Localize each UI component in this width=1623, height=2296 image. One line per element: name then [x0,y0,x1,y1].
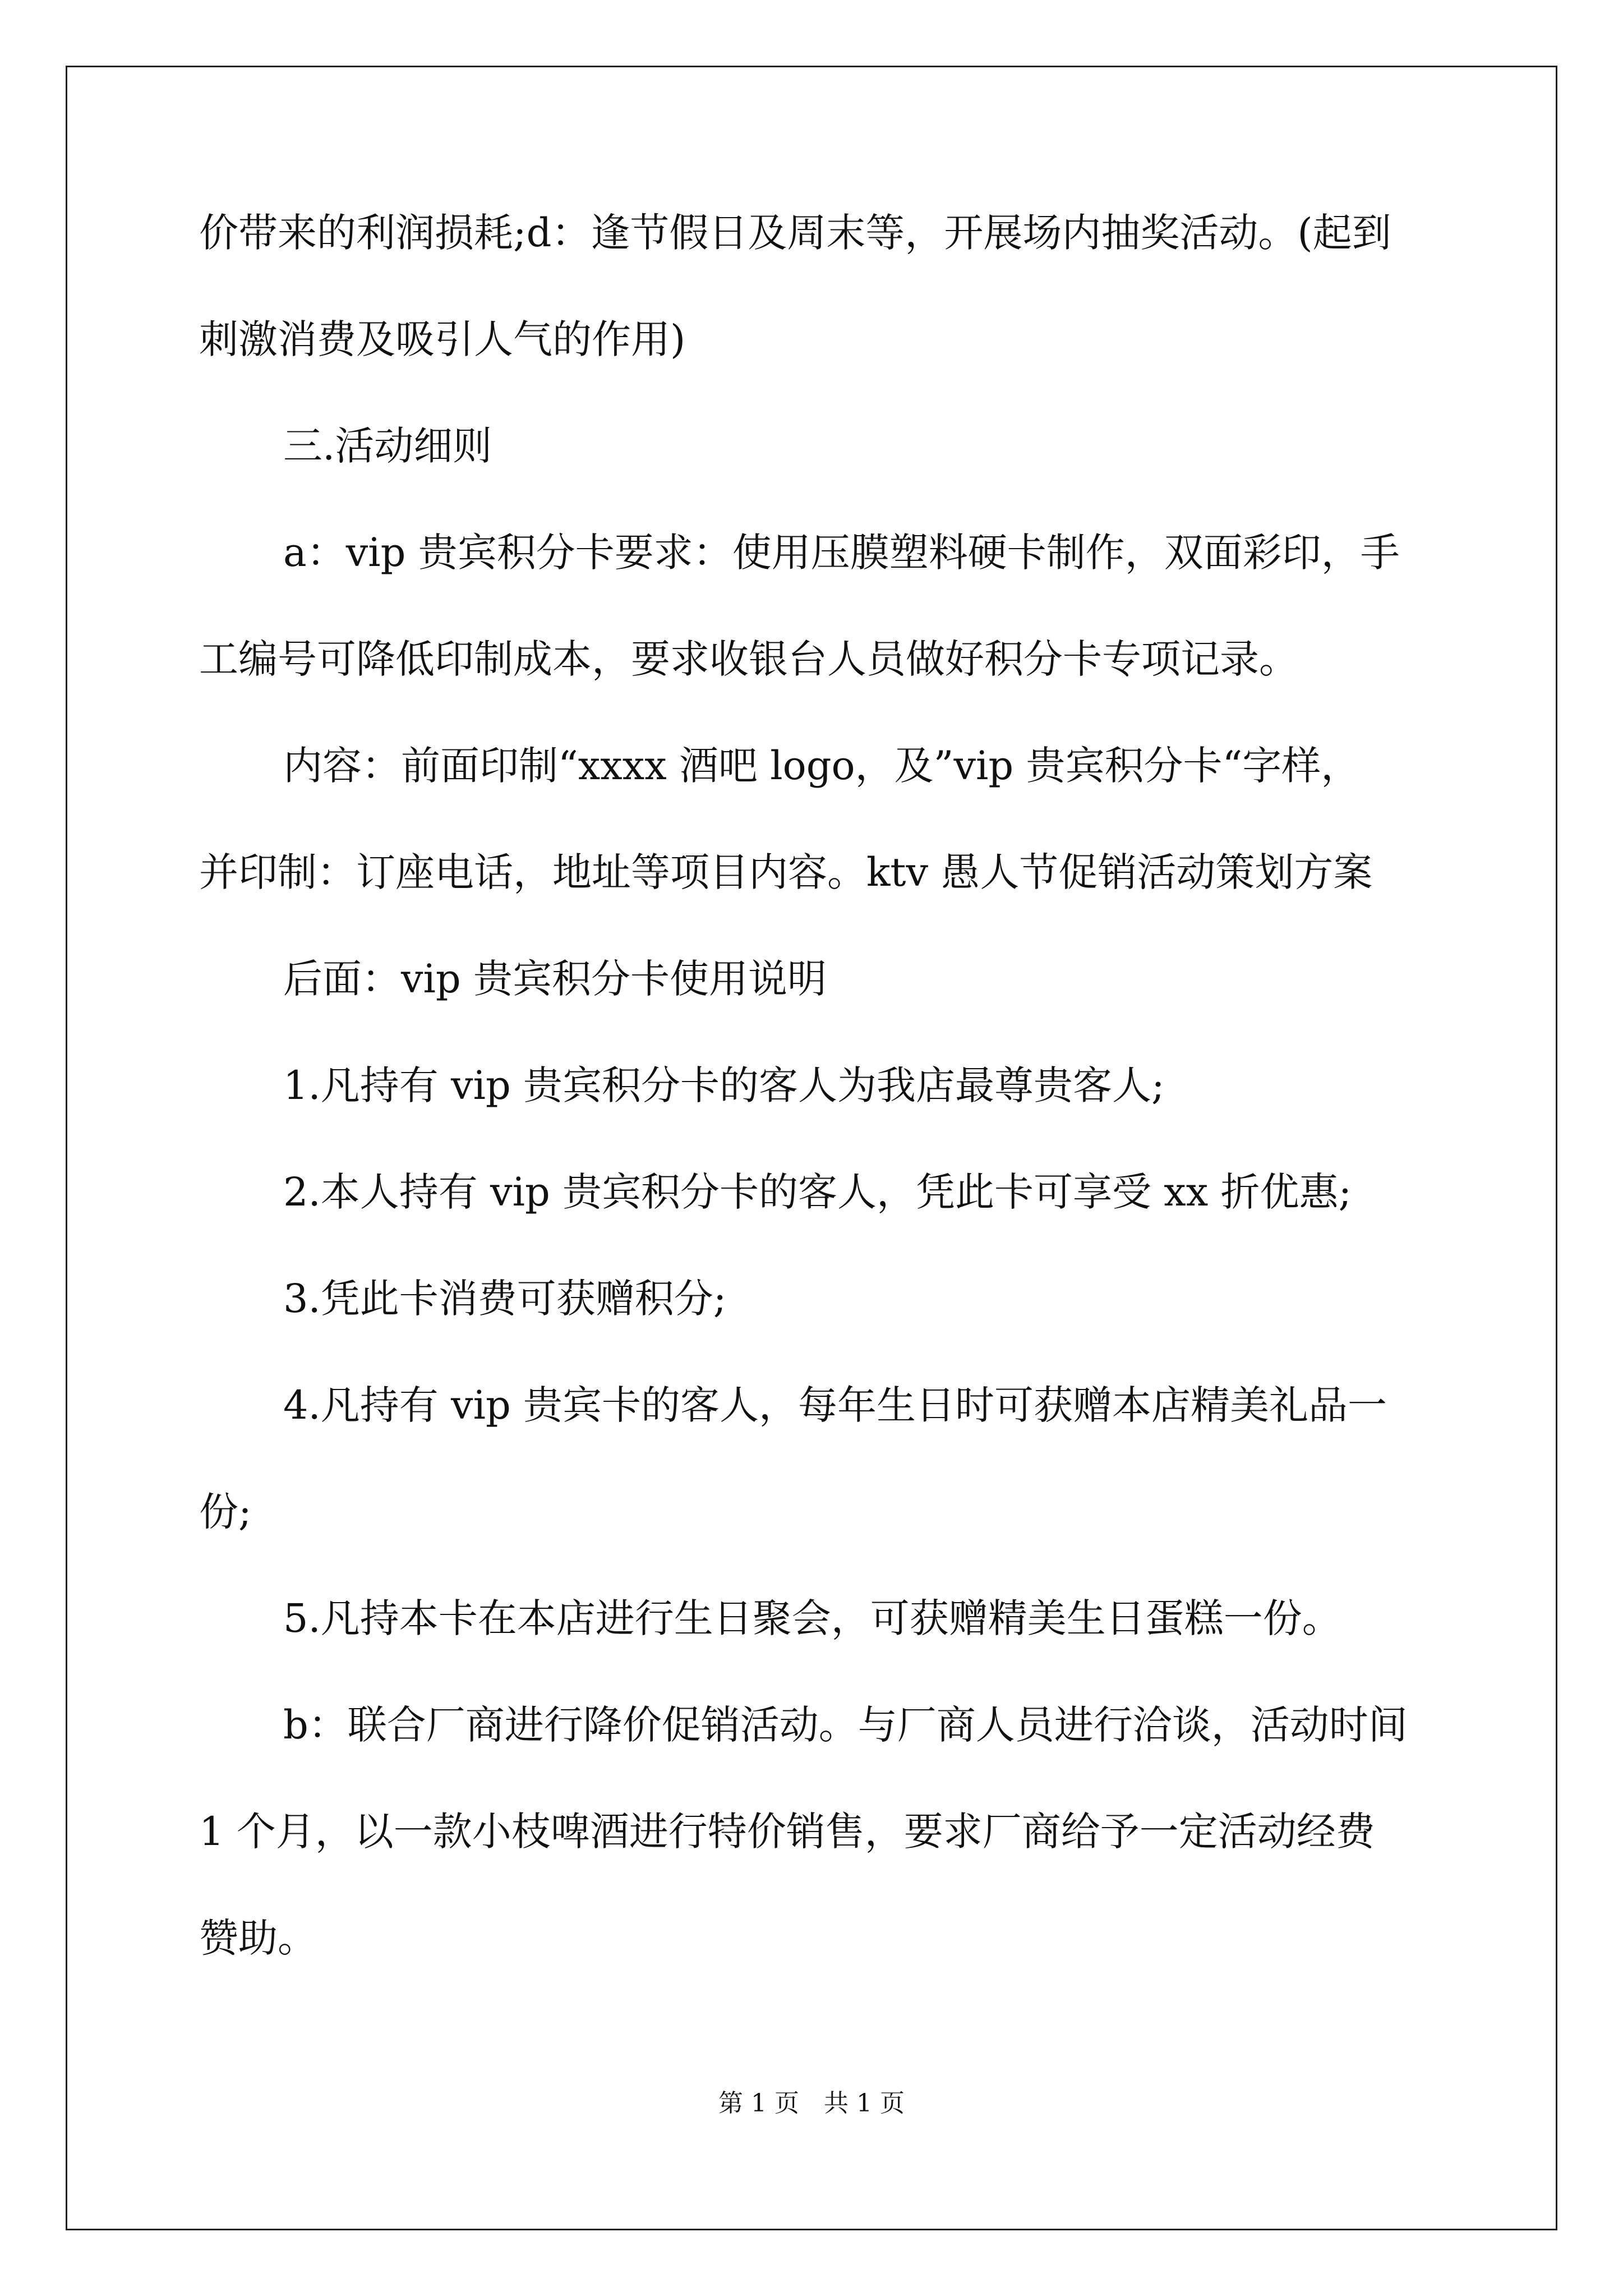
text-line: 后面：vip 贵宾积分卡使用说明 [283,956,827,1002]
list-item: 1.凡持有 vip 贵宾积分卡的客人为我店最尊贵客人; [283,1062,1165,1108]
text-line: 份; [199,1489,252,1535]
page-border [66,66,1557,2230]
text-line: 内容：前面印制“xxxx 酒吧 logo，及”vip 贵宾积分卡“字样， [283,743,1361,789]
text-line: 赞助。 [199,1915,317,1961]
list-item: 5.凡持本卡在本店进行生日聚会，可获赠精美生日蛋糕一份。 [283,1595,1341,1641]
text-line: 刺激消费及吸引人气的作用) [199,316,686,362]
list-item: 2.本人持有 vip 贵宾积分卡的客人，凭此卡可享受 xx 折优惠; [283,1169,1352,1215]
page-number-footer: 第 1 页 共 1 页 [718,2089,905,2118]
text-line: 1 个月，以一款小枝啤酒进行特价销售，要求厂商给予一定活动经费 [199,1809,1375,1855]
section-heading: 三.活动细则 [283,423,492,469]
text-line: 工编号可降低印制成本，要求收银台人员做好积分卡专项记录。 [199,636,1298,682]
text-line: a：vip 贵宾积分卡要求：使用压膜塑料硬卡制作，双面彩印，手 [283,530,1400,576]
text-line: b：联合厂商进行降价促销活动。与厂商人员进行洽谈，活动时间 [283,1702,1408,1748]
list-item: 4.凡持有 vip 贵宾卡的客人，每年生日时可获赠本店精美礼品一 [283,1382,1387,1428]
text-line: 并印制：订座电话，地址等项目内容。ktv 愚人节促销活动策划方案 [199,849,1373,895]
list-item: 3.凭此卡消费可获赠积分; [283,1276,727,1322]
text-line: 价带来的利润损耗;d：逢节假日及周末等，开展场内抽奖活动。(起到 [199,210,1391,256]
